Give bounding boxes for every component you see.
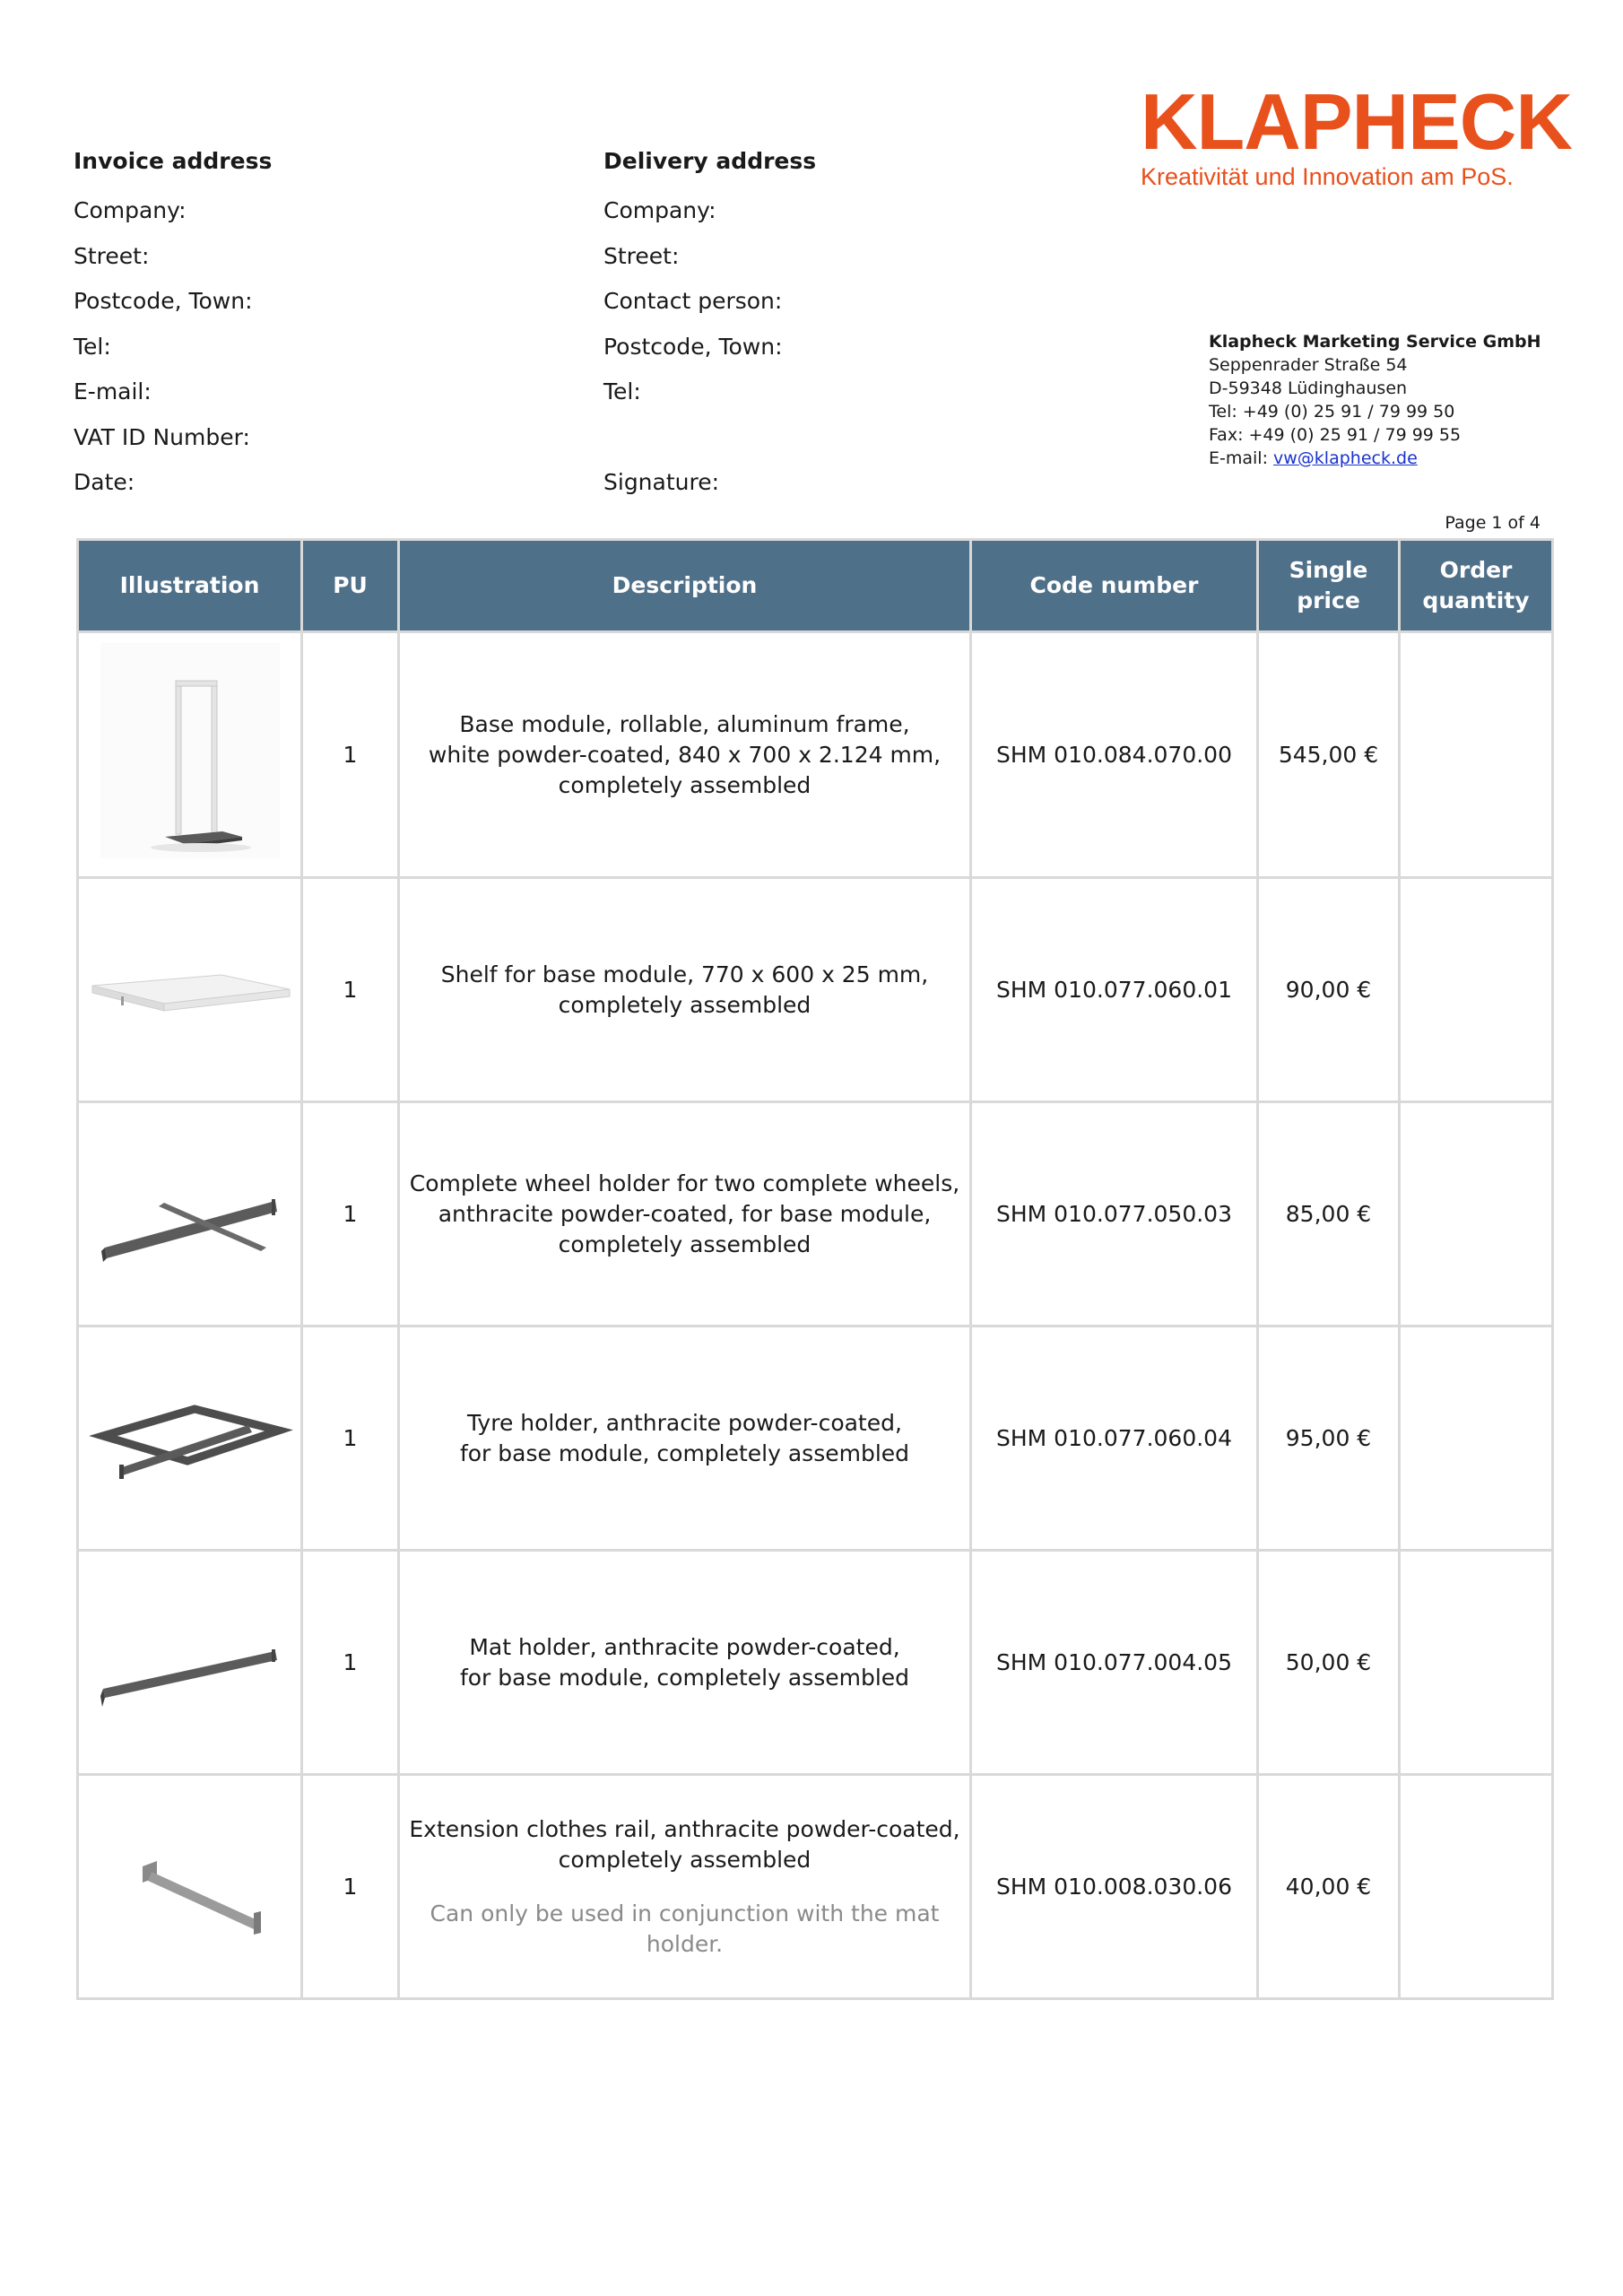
header-order-quantity-line1: Order <box>1439 557 1513 583</box>
order-quantity-cell[interactable] <box>1400 1775 1553 1999</box>
description-line: completely assembled <box>558 1846 812 1873</box>
delivery-contact-label: Contact person: <box>603 288 783 314</box>
description-line: for base module, completely assembled <box>459 1439 910 1466</box>
logo-wordmark: KLAPHECK <box>1141 77 1572 166</box>
header-order-quantity-line2: quantity <box>1422 587 1530 613</box>
description-cell <box>399 1775 971 1999</box>
code-number-cell: SHM 010.008.030.06 <box>971 1775 1258 1999</box>
delivery-street-label: Street: <box>603 242 680 269</box>
description-cell <box>399 1326 971 1551</box>
single-price-cell: 90,00 € <box>1258 878 1400 1102</box>
description-line: anthracite powder-coated, for base module, <box>438 1200 932 1227</box>
header-pu: PU <box>302 540 399 632</box>
header-code-number: Code number <box>971 540 1258 632</box>
company-town: D-59348 Lüdinghausen <box>1209 378 1408 398</box>
white-shelf-image <box>87 932 293 1039</box>
header-single-price: Single price <box>1258 540 1400 632</box>
order-quantity-cell[interactable] <box>1400 632 1553 878</box>
single-price-cell: 50,00 € <box>1258 1551 1400 1775</box>
illustration-cell <box>78 632 302 878</box>
delivery-address-heading: Delivery address <box>603 148 817 174</box>
company-name: Klapheck Marketing Service GmbH <box>1209 332 1541 352</box>
company-tel: Tel: +49 (0) 25 91 / 79 99 50 <box>1209 402 1455 422</box>
single-price-cell: 545,00 € <box>1258 632 1400 878</box>
order-quantity-cell[interactable] <box>1400 1326 1553 1551</box>
code-number-cell: SHM 010.077.004.05 <box>971 1551 1258 1775</box>
table-row <box>78 1326 1553 1551</box>
company-email-line <box>1209 447 1541 470</box>
pu-cell: 1 <box>302 1551 399 1775</box>
invoice-company-label: Company: <box>74 197 187 223</box>
pu-cell: 1 <box>302 1326 399 1551</box>
code-number-cell: SHM 010.077.060.04 <box>971 1326 1258 1551</box>
code-number-cell: SHM 010.077.060.01 <box>971 878 1258 1102</box>
header-illustration: Illustration <box>78 540 302 632</box>
description-line: Shelf for base module, 770 x 600 x 25 mm, <box>440 961 929 987</box>
invoice-vat-label: VAT ID Number: <box>74 423 250 450</box>
description-line: completely assembled <box>558 771 812 798</box>
illustration-cell <box>78 1326 302 1551</box>
extension-clothes-rail-image <box>87 1820 293 1945</box>
order-quantity-cell[interactable] <box>1400 878 1553 1102</box>
illustration-cell <box>78 1775 302 1999</box>
table-row <box>78 878 1553 1102</box>
product-table <box>76 538 1554 2000</box>
invoice-street-label: Street: <box>74 242 150 269</box>
table-header-row <box>78 540 1553 632</box>
logo-tagline: Kreativität und Innovation am PoS. <box>1141 163 1514 190</box>
header-order-quantity <box>1400 540 1553 632</box>
code-number-cell: SHM 010.077.050.03 <box>971 1102 1258 1326</box>
base-module-frame-image <box>100 643 280 858</box>
invoice-address-block <box>74 144 272 506</box>
illustration-cell <box>78 1102 302 1326</box>
delivery-spacer <box>603 415 816 461</box>
illustration-cell <box>78 878 302 1102</box>
single-price-cell: 95,00 € <box>1258 1326 1400 1551</box>
table-row <box>78 1102 1553 1326</box>
description-cell <box>399 878 971 1102</box>
description-line: Tyre holder, anthracite powder-coated, <box>467 1409 902 1436</box>
delivery-address-block <box>603 144 816 506</box>
mat-holder-image <box>87 1596 293 1721</box>
description-line: for base module, completely assembled <box>459 1664 910 1691</box>
description-line: Extension clothes rail, anthracite powder-coated, <box>409 1815 960 1842</box>
code-number-cell: SHM 010.084.070.00 <box>971 632 1258 878</box>
company-info <box>1209 330 1541 470</box>
invoice-postcode-label: Postcode, Town: <box>74 288 253 314</box>
delivery-company-label: Company: <box>603 197 716 223</box>
description-cell <box>399 1102 971 1326</box>
table-row <box>78 1775 1553 1999</box>
invoice-tel-label: Tel: <box>74 333 111 360</box>
page-number: Page 1 of 4 <box>1445 513 1541 533</box>
description-line: Complete wheel holder for two complete wheels, <box>409 1170 960 1196</box>
description-line: Mat holder, anthracite powder-coated, <box>469 1633 900 1660</box>
company-street: Seppenrader Straße 54 <box>1209 355 1408 375</box>
table-row <box>78 632 1553 878</box>
klapheck-logo <box>1141 77 1572 190</box>
order-quantity-cell[interactable] <box>1400 1551 1553 1775</box>
description-cell <box>399 1551 971 1775</box>
pu-cell: 1 <box>302 632 399 878</box>
description-line: completely assembled <box>558 1231 812 1257</box>
pu-cell: 1 <box>302 1102 399 1326</box>
company-email-link[interactable]: vw@klapheck.de <box>1273 448 1418 468</box>
delivery-postcode-label: Postcode, Town: <box>603 333 783 360</box>
description-line: completely assembled <box>558 991 812 1018</box>
invoice-email-label: E-mail: <box>74 378 152 404</box>
tyre-holder-image <box>87 1371 293 1497</box>
invoice-date-label: Date: <box>74 469 135 495</box>
pu-cell: 1 <box>302 1775 399 1999</box>
wheel-holder-image <box>87 1147 293 1273</box>
invoice-address-heading: Invoice address <box>74 148 273 174</box>
single-price-cell: 40,00 € <box>1258 1775 1400 1999</box>
company-fax: Fax: +49 (0) 25 91 / 79 99 55 <box>1209 425 1462 445</box>
pu-cell: 1 <box>302 878 399 1102</box>
description-line: white powder-coated, 840 x 700 x 2.124 mm, <box>428 741 942 768</box>
order-quantity-cell[interactable] <box>1400 1102 1553 1326</box>
description-cell <box>399 632 971 878</box>
company-email-label: E-mail: <box>1209 448 1274 468</box>
table-row <box>78 1551 1553 1775</box>
header-description: Description <box>399 540 971 632</box>
delivery-tel-label: Tel: <box>603 378 641 404</box>
illustration-cell <box>78 1551 302 1775</box>
description-note: Can only be used in conjunction with the mat holder. <box>430 1900 940 1957</box>
description-line: Base module, rollable, aluminum frame, <box>459 710 910 737</box>
single-price-cell: 85,00 € <box>1258 1102 1400 1326</box>
delivery-signature-label: Signature: <box>603 469 720 495</box>
